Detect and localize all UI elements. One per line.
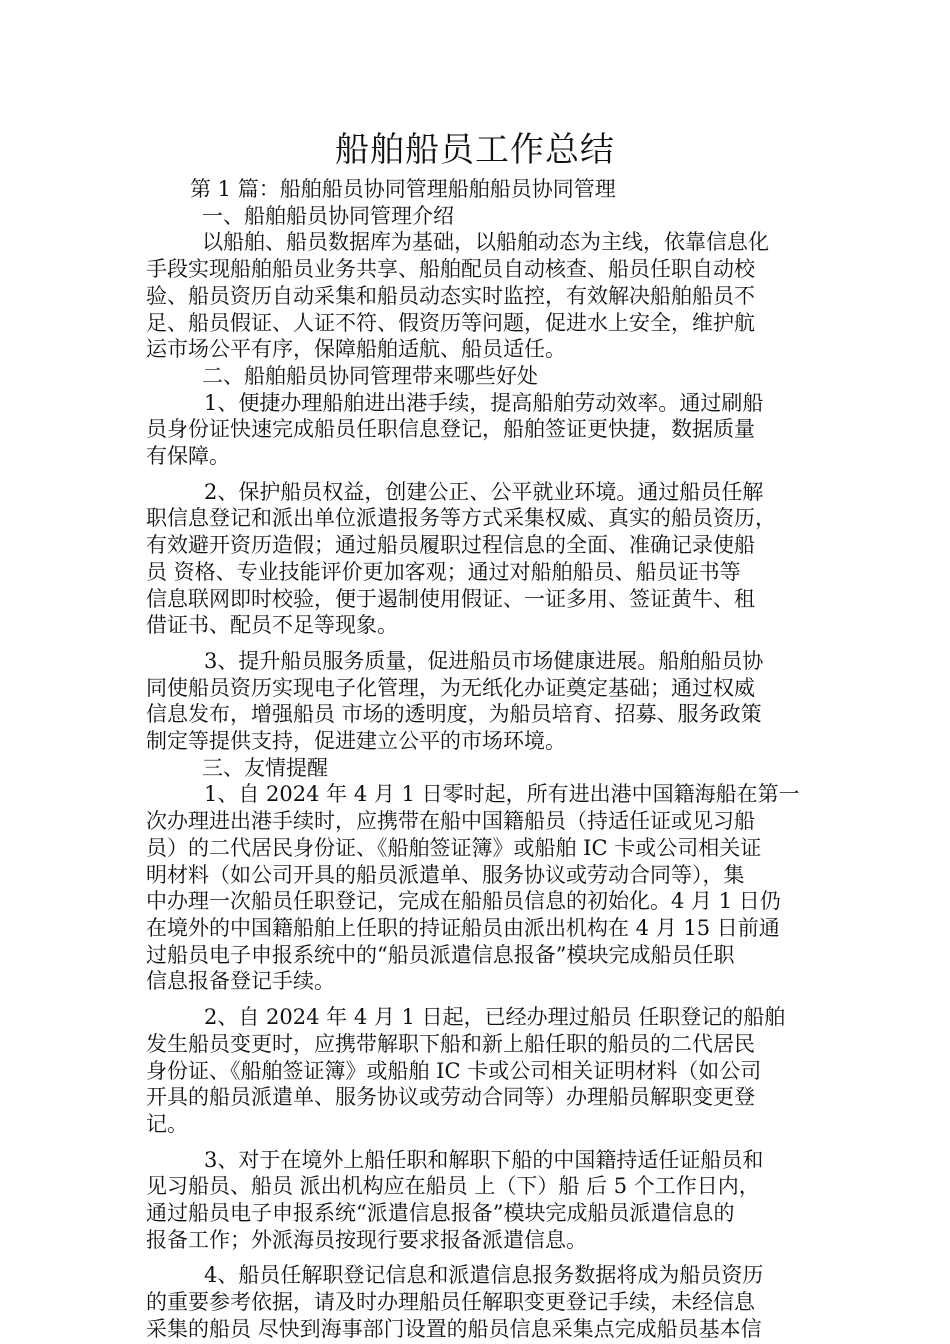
section-1-paragraph	[146, 229, 812, 363]
paragraph-line: 1、自 2024 年 4 月 1 日零时起，所有进出港中国籍海船在第一	[204, 782, 800, 807]
paragraph-line: 明材料（如公司开具的船员派遣单、服务协议或劳动合同等），集	[146, 862, 745, 887]
section-2-item-3	[146, 648, 812, 755]
paragraph-line: 过船员电子申报系统中的“船员派遣信息报备”模块完成船员任职	[146, 942, 735, 967]
paragraph-line: 记。	[146, 1111, 188, 1136]
section-3-item-1	[146, 781, 812, 995]
paragraph-line: 手段实现船舶船员业务共享、船舶配员自动核查、船员任职自动校	[146, 257, 755, 282]
paragraph-line: 在境外的中国籍船舶上任职的持证船员由派出机构在 4 月 15 日前通	[146, 915, 780, 940]
paragraph-line: 2、自 2024 年 4 月 1 日起，已经办理过船员 任职登记的船舶	[204, 1005, 786, 1030]
paragraph-line: 验、船员资历自动采集和船员动态实时监控，有效解决船舶船员不	[146, 283, 755, 308]
paragraph-line: 采集的船员 尽快到海事部门设置的船员信息采集点完成船员基本信	[146, 1316, 762, 1341]
paragraph-line: 员）的二代居民身份证、《船舶签证簿》或船舶 IC 卡或公司相关证	[146, 835, 762, 860]
paragraph-line: 借证书、配员不足等现象。	[146, 613, 398, 638]
article-title: 第 1 篇：船舶船员协同管理船舶船员协同管理	[190, 177, 616, 201]
section-3-item-4	[146, 1262, 812, 1342]
document-body	[146, 176, 812, 1343]
section-heading-3: 三、友情提醒	[202, 755, 328, 780]
paragraph-line: 3、对于在境外上船任职和解职下船的中国籍持适任证船员和	[204, 1147, 764, 1172]
paragraph-line: 1、便捷办理船舶进出港手续，提高船舶劳动效率。通过刷船	[204, 390, 764, 415]
paragraph-line: 身份证、《船舶签证簿》或船舶 IC 卡或公司相关证明材料（如公司	[146, 1058, 762, 1083]
paragraph-line: 发生船员变更时，应携带解职下船和新上船任职的船员的二代居民	[146, 1031, 755, 1056]
paragraph-line: 通过船员电子申报系统“派遣信息报备”模块完成船员派遣信息的	[146, 1201, 735, 1226]
paragraph-line: 信息报备登记手续。	[146, 969, 335, 994]
paragraph-line: 3、提升船员服务质量，促进船员市场健康进展。船舶船员协	[204, 648, 764, 673]
paragraph-line: 同使船员资历实现电子化管理，为无纸化办证奠定基础；通过权威	[146, 675, 755, 700]
paragraph-line: 的重要参考依据，请及时办理船员任解职变更登记手续，未经信息	[146, 1290, 755, 1315]
paragraph-line: 员身份证快速完成船员任职信息登记，船舶签证更快捷，数据质量	[146, 417, 755, 442]
section-3-item-2	[146, 1004, 812, 1138]
paragraph-line: 运市场公平有序，保障船舶适航、船员适任。	[146, 337, 566, 362]
paragraph-line: 信息联网即时校验，便于遏制使用假证、一证多用、签证黄牛、租	[146, 586, 755, 611]
paragraph-line: 有保障。	[146, 444, 230, 469]
paragraph-line: 员 资格、专业技能评价更加客观；通过对船舶船员、船员证书等	[146, 559, 741, 584]
section-heading-1: 一、船舶船员协同管理介绍	[202, 203, 454, 228]
paragraph-line: 信息发布，增强船员 市场的透明度，为船员培育、招募、服务政策	[146, 702, 762, 727]
paragraph-line: 次办理进出港手续时，应携带在船中国籍船员（持适任证或见习船	[146, 809, 755, 834]
paragraph-line: 职信息登记和派出单位派遣报务等方式采集权威、真实的船员资历，	[146, 506, 776, 531]
section-2-item-1	[146, 390, 812, 470]
section-heading-2: 二、船舶船员协同管理带来哪些好处	[202, 363, 538, 388]
paragraph-line: 4、船员任解职登记信息和派遣信息报务数据将成为船员资历	[204, 1263, 764, 1288]
paragraph-line: 中办理一次船员任职登记，完成在船船员信息的初始化。4 月 1 日仍	[146, 889, 781, 914]
paragraph-line: 开具的船员派遣单、服务协议或劳动合同等）办理船员解职变更登	[146, 1085, 755, 1110]
paragraph-line: 制定等提供支持，促进建立公平的市场环境。	[146, 729, 566, 754]
paragraph-line: 2、保护船员权益，创建公正、公平就业环境。通过船员任解	[204, 479, 764, 504]
paragraph-line: 足、船员假证、人证不符、假资历等问题，促进水上安全，维护航	[146, 310, 755, 335]
paragraph-line: 见习船员、船员 派出机构应在船员 上（下）船 后 5 个工作日内，	[146, 1174, 760, 1199]
paragraph-line: 有效避开资历造假；通过船员履职过程信息的全面、准确记录使船	[146, 533, 755, 558]
section-3-item-3	[146, 1147, 812, 1254]
document-title: 船舶船员工作总结	[335, 130, 615, 170]
section-2-item-2	[146, 479, 812, 639]
paragraph-line: 以船舶、船员数据库为基础，以船舶动态为主线，依靠信息化	[202, 230, 769, 255]
paragraph-line: 报备工作；外派海员按现行要求报备派遣信息。	[146, 1227, 587, 1252]
